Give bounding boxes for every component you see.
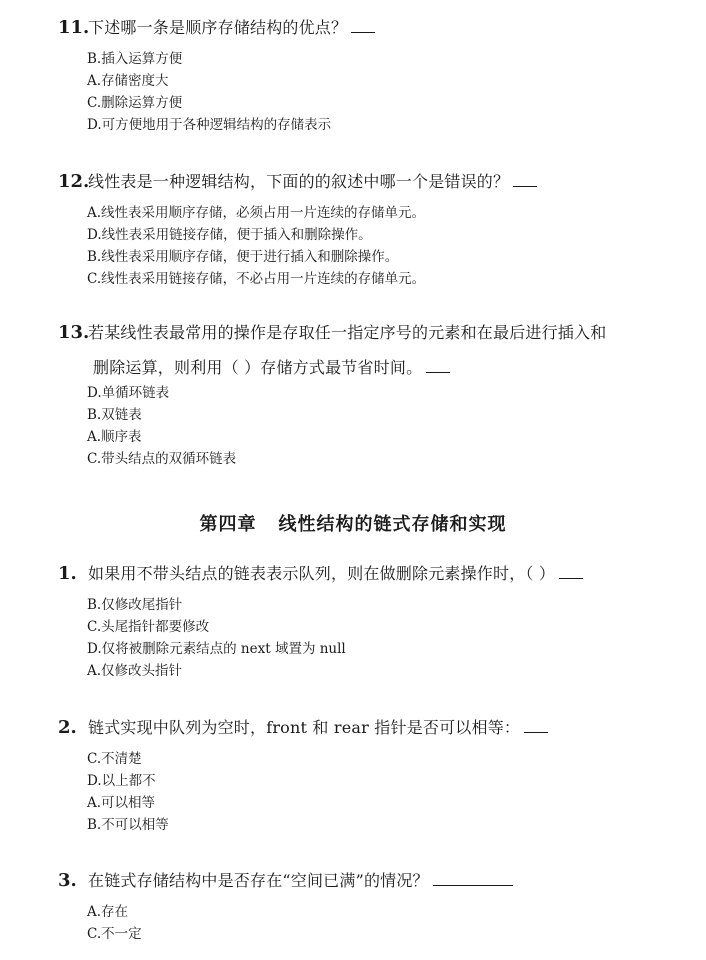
option: C.删除运算方便 xyxy=(87,95,183,111)
question-text-line2: 删除运算，则利用（ ）存储方式最节省时间。 xyxy=(93,358,423,377)
question-text: 链式实现中队列为空时，front 和 rear 指针是否可以相等： xyxy=(88,718,521,737)
answer-blank xyxy=(433,871,513,886)
option: D.线性表采用链接存储，便于插入和删除操作。 xyxy=(87,227,372,243)
question-11 xyxy=(58,18,375,38)
answer-blank xyxy=(426,358,450,373)
question-2 xyxy=(58,718,548,738)
option: D.以上都不 xyxy=(87,773,156,789)
option: B.仅修改尾指针 xyxy=(87,597,183,613)
option: D.仅将被删除元素结点的 next 域置为 null xyxy=(87,641,346,657)
option: B.不可以相等 xyxy=(87,817,169,833)
question-1 xyxy=(58,564,583,584)
option: B.双链表 xyxy=(87,407,142,423)
option: C.不清楚 xyxy=(87,751,142,767)
question-12 xyxy=(58,172,537,192)
answer-blank xyxy=(351,18,375,33)
question-number: 13. xyxy=(58,322,90,343)
answer-blank xyxy=(513,172,537,187)
option: C.不一定 xyxy=(87,926,142,942)
question-text: 若某线性表最常用的操作是存取任一指定序号的元素和在最后进行插入和 xyxy=(88,323,607,342)
question-text: 在链式存储结构中是否存在“空间已满”的情况？ xyxy=(88,871,429,890)
option: B.线性表采用顺序存储，便于进行插入和删除操作。 xyxy=(87,249,399,265)
option: D.可方便地用于各种逻辑结构的存储表示 xyxy=(87,117,332,133)
chapter-label: 第四章 xyxy=(199,514,257,535)
answer-blank xyxy=(559,564,583,579)
option: B.插入运算方便 xyxy=(87,51,183,67)
answer-blank xyxy=(524,718,548,733)
question-number: 11. xyxy=(58,17,90,38)
option: A.存在 xyxy=(87,904,129,920)
question-3 xyxy=(58,871,513,891)
chapter-heading xyxy=(0,510,706,536)
question-13 xyxy=(58,323,606,343)
question-number: 12. xyxy=(58,171,90,192)
option: C.带头结点的双循环链表 xyxy=(87,451,237,467)
option: A.顺序表 xyxy=(87,429,142,445)
option: A.线性表采用顺序存储，必须占用一片连续的存储单元。 xyxy=(87,205,426,221)
chapter-title: 线性结构的链式存储和实现 xyxy=(278,514,507,535)
option: C.头尾指针都要修改 xyxy=(87,619,210,635)
question-number: 3. xyxy=(58,870,77,891)
question-text: 线性表是一种逻辑结构，下面的的叙述中哪一个是错误的？ xyxy=(88,172,510,191)
question-13-continued xyxy=(93,358,450,378)
option: D.单循环链表 xyxy=(87,385,170,401)
option: A.存储密度大 xyxy=(87,73,169,89)
option: C.线性表采用链接存储，不必占用一片连续的存储单元。 xyxy=(87,271,426,287)
option: A.仅修改头指针 xyxy=(87,663,183,679)
question-text: 如果用不带头结点的链表表示队列，则在做删除元素操作时，（ ） xyxy=(88,564,556,583)
question-number: 1. xyxy=(58,563,77,584)
option: A.可以相等 xyxy=(87,795,156,811)
question-text: 下述哪一条是顺序存储结构的优点？ xyxy=(88,18,348,37)
question-number: 2. xyxy=(58,717,77,738)
